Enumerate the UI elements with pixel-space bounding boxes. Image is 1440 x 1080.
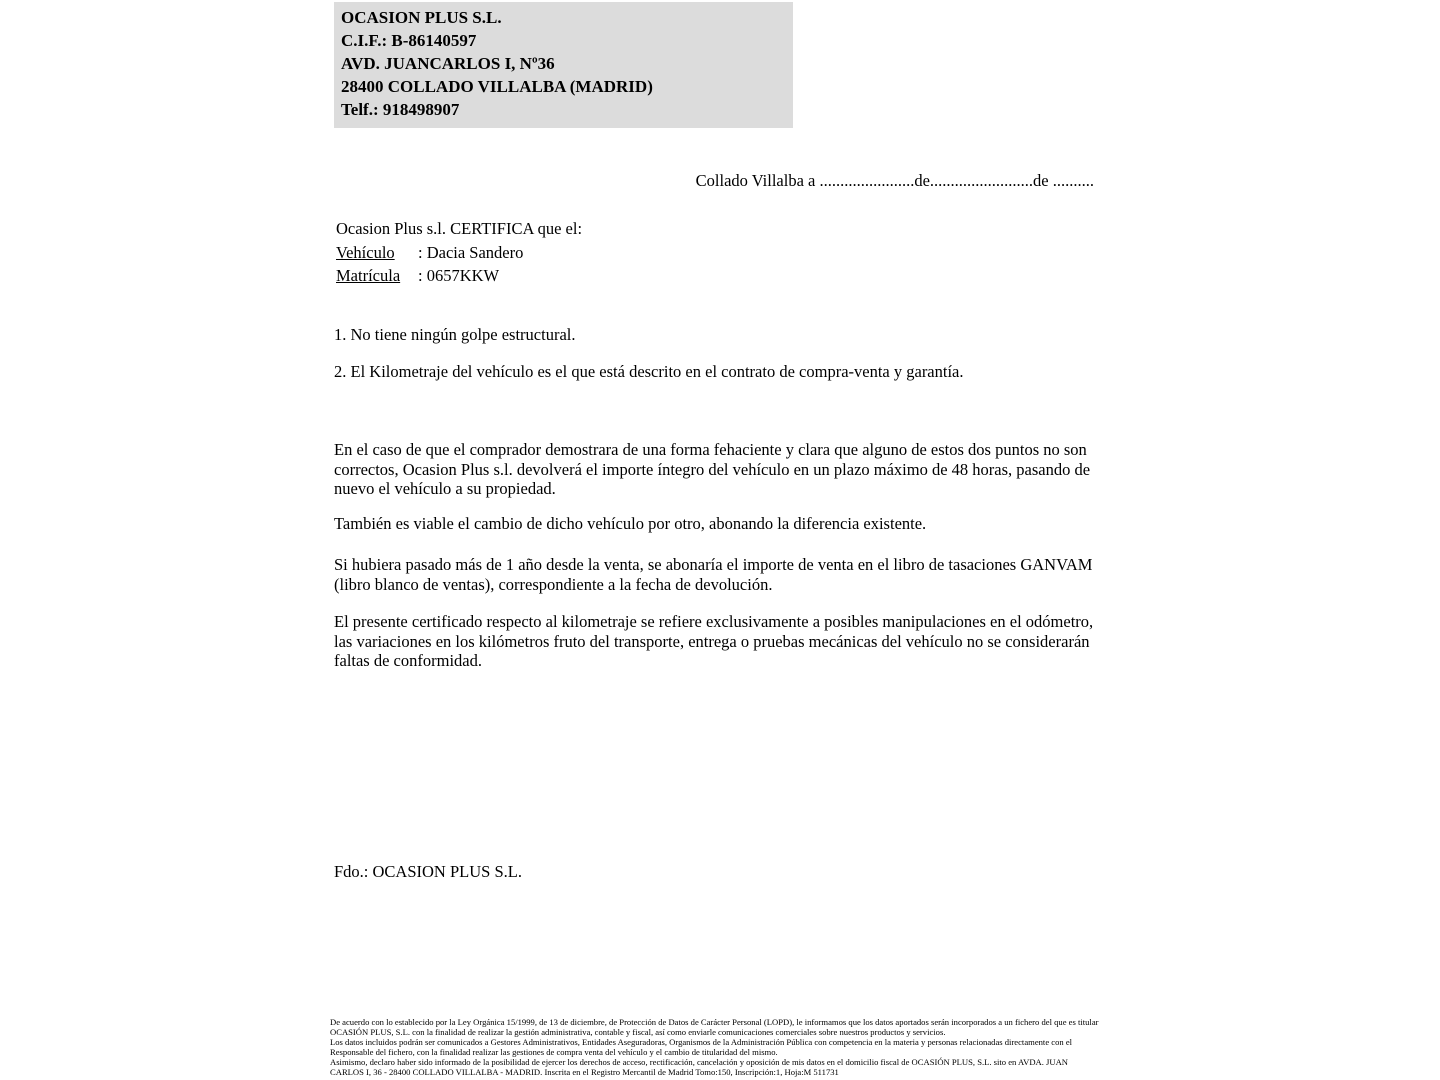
plate-value: : 0657KKW xyxy=(418,266,500,285)
paragraph-odometer-clause: El presente certificado respecto al kilometraje se refiere exclusivamente a posibles manipulaciones en el odómetro, las variaciones en los kilómetros fruto del transporte, entrega o pruebas mecánicas del vehículo no se considerarán faltas de conformidad. xyxy=(334,612,1094,671)
legal-paragraph-rights: Asimismo, declaro haber sido informado de la posibilidad de ejercer los derechos de acceso, rectificación, cancelación y oposición de mis datos en el domicilio fiscal de OCASIÓN PLUS, S.L. sito en AVDA. JUAN CARLOS I, 36 - 28400 COLLADO VILLALBA - MADRID. Inscrita en el Registro Mercantil de Madrid Tomo:150, Inscripción:1, Hoja:M 511731 xyxy=(330,1057,1069,1077)
vehicle-row xyxy=(336,241,582,265)
legal-footer xyxy=(330,1017,1101,1077)
legal-paragraph-lopd: De acuerdo con lo establecido por la Ley Orgánica 15/1999, de 13 de diciembre, de Protección de Datos de Carácter Personal (LOPD), le informamos que los datos aportados serán incorporados a un fichero del que es titular OCASIÓN PLUS, S.L. con la finalidad de realizar la gestión administrativa, contable y fiscal, así como enviarle comunicaciones comerciales sobre nuestros productos y servicios. xyxy=(330,1017,1099,1037)
plate-label: Matrícula xyxy=(336,266,401,285)
paragraph-exchange-clause: También es viable el cambio de dicho vehículo por otro, abonando la diferencia existente. xyxy=(334,514,927,533)
paragraph-refund-clause: En el caso de que el comprador demostrara de una forma fehaciente y clara que alguno de estos dos puntos no son correctos, Ocasion Plus s.l. devolverá el importe íntegro del vehículo en un plazo máximo de 48 horas, pasando de nuevo el vehículo a su propiedad. xyxy=(334,440,1091,499)
certification-block xyxy=(336,217,582,288)
company-address: AVD. JUANCARLOS I, Nº36 xyxy=(341,54,555,73)
certified-point-1: 1. No tiene ningún golpe estructural. xyxy=(334,325,576,344)
company-cif: C.I.F.: B-86140597 xyxy=(341,31,477,50)
paragraph-ganvam-clause: Si hubiera pasado más de 1 año desde la venta, se abonaría el importe de venta en el libro de tasaciones GANVAM (libro blanco de ventas), correspondiente a la fecha de devolución. xyxy=(334,555,1093,594)
company-header-block xyxy=(334,2,793,128)
plate-row xyxy=(336,264,582,288)
company-phone: Telf.: 918498907 xyxy=(341,100,460,119)
certifies-intro-line: Ocasion Plus s.l. CERTIFICA que el: xyxy=(336,219,583,238)
signature-line: Fdo.: OCASION PLUS S.L. xyxy=(334,862,522,881)
legal-paragraph-data-sharing: Los datos incluidos podrán ser comunicados a Gestores Administrativos, Entidades Aseguradoras, Organismos de la Administración Pública con competencia en la materia y personas relacionadas directamente con el Responsable del fichero, con la finalidad realizar las gestiones de compra venta del vehículo y el cambio de titularidad del mismo. xyxy=(330,1037,1073,1057)
vehicle-value: : Dacia Sandero xyxy=(418,242,524,262)
company-city: 28400 COLLADO VILLALBA (MADRID) xyxy=(341,77,653,96)
certified-point-2: 2. El Kilometraje del vehículo es el que está descrito en el contrato de compra-venta y garantía. xyxy=(334,362,964,381)
company-name: OCASION PLUS S.L. xyxy=(341,8,502,27)
date-blank-line: Collado Villalba a .......................de.........................de .......... xyxy=(695,171,1094,190)
vehicle-label: Vehículo xyxy=(336,242,395,262)
